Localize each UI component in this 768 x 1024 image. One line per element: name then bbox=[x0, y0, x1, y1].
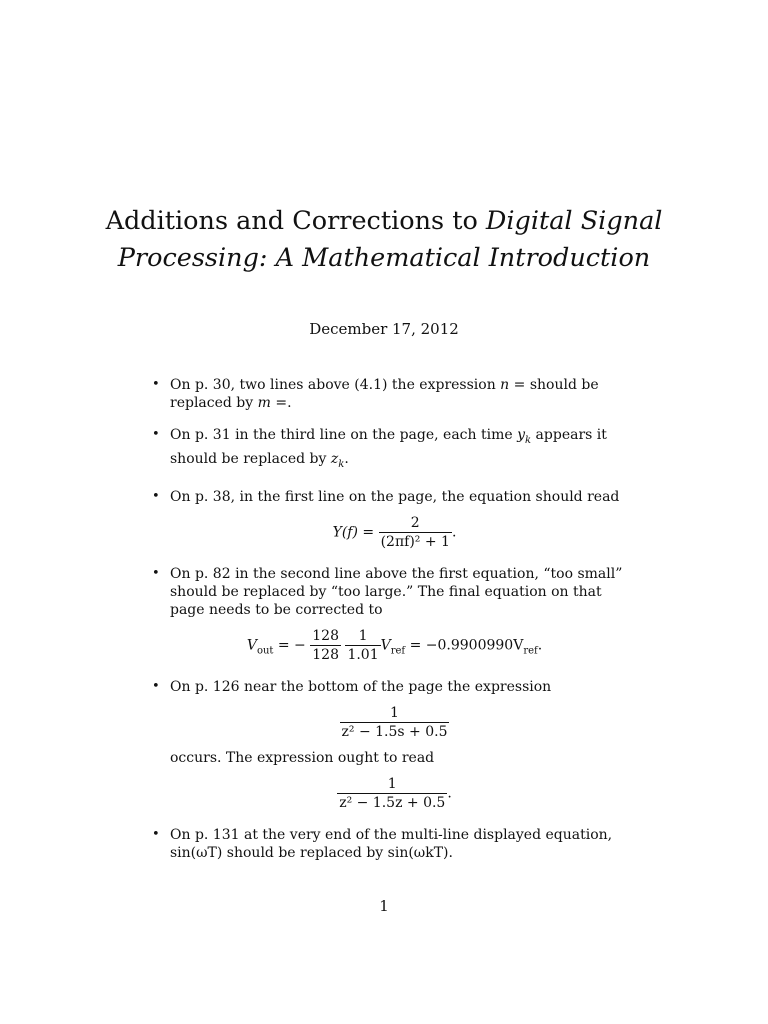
expression-correct: $\frac{1}{\text{z² − 1.5z + 0.5}}$ . bbox=[339, 775, 452, 811]
book-title: Digital Signal Processing: A Mathematical Introduction bbox=[117, 206, 663, 273]
bullet-icon: • bbox=[152, 565, 160, 581]
document-title bbox=[100, 203, 668, 277]
page-number: 1 bbox=[379, 897, 389, 915]
expression-wrong bbox=[152, 704, 637, 741]
bullet-icon: • bbox=[152, 377, 160, 392]
fraction: $\frac{1}{\text{z² − 1.5s + 0.5}}$ bbox=[341, 704, 448, 740]
equation-vout: $V_{out}$ = − $\frac{128}{128}$ $\frac{1}{1.01}$ $V_{ref} = -0.9900990V_{ref}$. bbox=[246, 627, 543, 663]
bullet-icon: • bbox=[152, 488, 160, 504]
fraction: $\frac{1}{1.01}$ bbox=[347, 627, 379, 663]
list-item: • On p. 131 at the very end of the multi-line displayed equation, sin(ωT) should be replaced by sin(ωkT). bbox=[152, 826, 613, 861]
fraction: $\frac{128}{128}$ bbox=[312, 627, 339, 663]
bullet-icon: • bbox=[152, 427, 160, 442]
fraction: $\frac{1}{\text{z² − 1.5z + 0.5}}$ bbox=[339, 775, 446, 811]
bullet-icon: • bbox=[152, 826, 160, 842]
fraction: $\frac{2}{\text{(2πf)² + 1}}$ bbox=[380, 514, 450, 550]
document-date: December 17, 2012 bbox=[309, 320, 459, 338]
list-item: • On p. 126 near the bottom of the page the expression $\frac{1}{\text{z² − 1.5s + 0.5}}$ occurs. The expression ought to read $\frac{1}{\text{z² − 1.5z + 0.5}}$ . bbox=[152, 678, 637, 812]
bullet-icon: • bbox=[152, 678, 160, 694]
list-item: • On p. 38, in the first line on the page, the equation should read Y(f) = $\frac{2}{\text{(2πf)² + 1}}$ . bbox=[152, 488, 637, 551]
title-prefix: Additions and Corrections to bbox=[105, 206, 486, 236]
list-item: • On p. 30, two lines above (4.1) the expression n = should be replaced by m =. bbox=[152, 377, 599, 411]
list-item: • On p. 31 in the third line on the page, each time $y_k$ appears it should be replaced by $z_k$. bbox=[152, 427, 607, 470]
corrections-list bbox=[152, 376, 637, 876]
equation-y-f: Y(f) = $\frac{2}{\text{(2πf)² + 1}}$ . bbox=[332, 514, 457, 550]
list-item: • On p. 82 in the second line above the first equation, “too small” should be replaced by “too large.” The final equation on that page needs to be corrected to $V_{out}$ = − $\frac{128}{128}$ $\frac{1}{1.01}$ $V_{ref} = -0.9900990V_{ref}$. bbox=[152, 565, 637, 664]
